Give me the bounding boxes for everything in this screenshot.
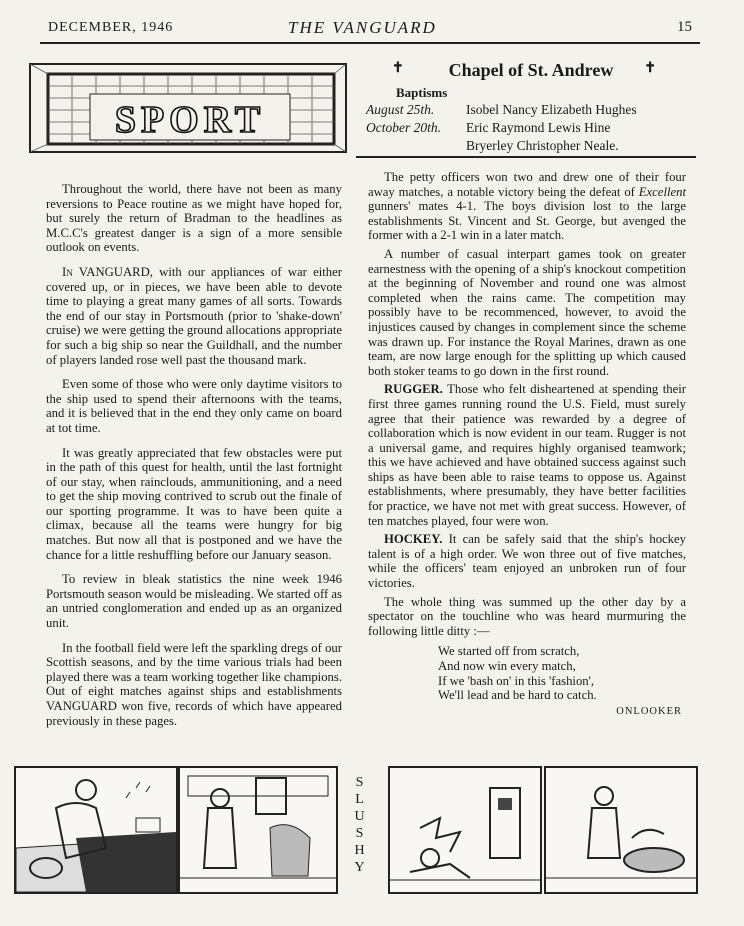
poem-line: We started off from scratch, [438, 644, 580, 659]
cartoon-panel-1 [14, 766, 178, 894]
cartoon-explosion-illustration [390, 768, 540, 892]
ditty-poem [438, 644, 686, 702]
hockey-paragraph: HOCKEY. It can be safely said that the ship's hockey talent is of a high order. We won three out of five matches, while the officers' team enjoyed an unbroken run of four victories. [368, 532, 686, 591]
chapel-title: Chapel of St. Andrew [448, 60, 614, 80]
paragraph: The whole thing was summed up the other day by a spectator on the touchline who was heard murmuring the following little ditty :— [368, 594, 686, 638]
rugger-heading: RUGGER. [384, 382, 443, 397]
paragraph: In the football field were left the sparkling dregs of our Scottish seasons, and by the time various trials had been played there was a team working together like champions. Out of eight matches against ships and establishments VANGUARD won five, records of which have appeared previously in these pages. [46, 640, 342, 728]
slushy-letter: U [354, 809, 366, 824]
sport-goal-illustration [28, 62, 348, 154]
magazine-title: THE VANGUARD [288, 18, 437, 37]
baptism-name: Eric Raymond Lewis Hine [466, 120, 611, 135]
slushy-letter: S [355, 775, 365, 790]
page-header [48, 18, 700, 40]
chapel-notice [366, 60, 696, 155]
chapel-title-row [366, 60, 696, 81]
chapel-rule [356, 156, 696, 158]
cartoon-sailor-illustration [16, 768, 176, 892]
rugger-paragraph: RUGGER. Those who felt disheartened at spending their first three games running round the U.S. Field, must surely agree that their patience was rewarded by a degree of collaboration which is now evident in our team. Rugger is not a universal game, and requires highly organised teamwork; this we have achieved and have obtained success against such ships as have been able to raise teams to oppose us. Against establishments, where presumably, they have better facilities for practice, we have not met with great success. However, of ten matches played, four were won. [368, 382, 686, 528]
baptism-date: August 25th. [366, 102, 435, 117]
paragraph: A number of casual interpart games took on greater earnestness with the opening of a ship's knockout competition at the beginning of November and round one was almost completed when the rains came. The competition may possibly have to be recommenced, however, to avoid the injustices caused by changes in complement since the scheme was drawn up. For instance the Royal Marines, drawn as one team, are now large enough for the splitting up which caused both stoker teams to go down in the first round. [368, 246, 686, 378]
right-column [368, 170, 686, 719]
slushy-caption [342, 774, 378, 876]
sport-word: SPORT [114, 99, 266, 141]
cartoon-panel-4 [544, 766, 698, 894]
baptism-entry [366, 101, 696, 119]
sport-banner [28, 62, 348, 154]
cross-icon: ✝ [392, 61, 404, 76]
paragraph: In VANGUARD, with our appliances of war either covered up, or in pieces, we have been able to devote time to playing a great many games of all sorts. Towards the end of our stay in Portsmouth (prior to 'shake-down' cruise) we were getting the ground allocations appropriate for such a big ship so near the Guildhall, and the number of players landed rose well past the thousand mark. [46, 264, 342, 367]
left-column [46, 182, 342, 738]
poem-line: We'll lead and be hard to catch. [438, 688, 597, 703]
slushy-letter: H [354, 843, 366, 858]
baptism-date: October 20th. [366, 120, 441, 135]
baptism-entry [366, 137, 696, 155]
slushy-letter: L [355, 792, 365, 807]
hockey-heading: HOCKEY. [384, 532, 443, 547]
baptism-date [366, 137, 466, 155]
paragraph: It was greatly appreciated that few obstacles were put in the path of this quest for health, until the last fortnight of our stay, when rainclouds, ammunitioning, and a need to get the ship moving contrived to scrub out the finale of our sporting programme. It was to have been quite a climax, because all the teams were hungry for big matches. But now all that is postponed and we have the chance for a little reshuffling before our January season. [46, 445, 342, 562]
cross-icon: ✝ [644, 61, 656, 76]
issue-date: DECEMBER, 1946 [48, 20, 174, 35]
paragraph: The petty officers won two and drew one of their four away matches, a notable victory being the defeat of Excellent gunners' mates 4-1. The boys division lost to the large establishments St. Vincent and St. George, but avenged the former with a 2-1 win in a later match. [368, 170, 686, 243]
cartoon-galley-illustration [180, 768, 336, 892]
cartoon-panel-3 [388, 766, 542, 894]
page-number: 15 [677, 19, 692, 35]
author-signature: ONLOOKER [616, 705, 682, 717]
slushy-letter: Y [354, 860, 366, 875]
cartoon-washing-illustration [546, 768, 696, 892]
header-rule [40, 42, 700, 44]
baptism-entry [366, 119, 696, 137]
cartoon-panel-2 [178, 766, 338, 894]
paragraph: Even some of those who were only daytime visitors to the ship used to spend their afternoons with the teams, and it is believed that in the end they only came on board at tot time. [46, 377, 342, 435]
baptism-name: Bryerley Christopher Neale. [466, 138, 619, 153]
baptisms-heading: Baptisms [396, 85, 448, 100]
paragraph: Throughout the world, there have not been as many reversions to Peace routine as we might have hoped for, but surely the return of Bradman to the headlines as M.C.C's greatest danger is a sign of a more sensible outlook on events. [46, 182, 342, 255]
poem-line: And now win every match, [438, 659, 576, 673]
poem-line: If we 'bash on' in this 'fashion', [438, 673, 595, 688]
paragraph: To review in bleak statistics the nine week 1946 Portsmouth season would be misleading. We started off as an untried conglomeration and ended up as an organized unit. [46, 572, 342, 631]
slushy-letter: S [355, 826, 365, 841]
baptism-name: Isobel Nancy Elizabeth Hughes [466, 102, 637, 117]
